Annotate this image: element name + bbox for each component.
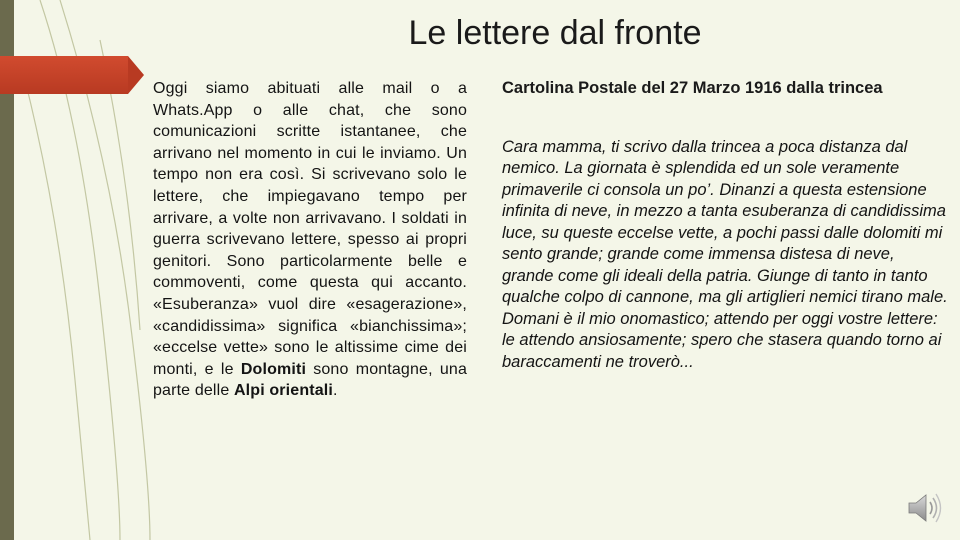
postcard-column [502, 78, 948, 373]
alpi-orientali-term: Alpi orientali [233, 382, 333, 400]
intro-text-part-2: sono montagne, una parte delle [153, 360, 468, 400]
intro-text [153, 78, 467, 402]
intro-text-part-3: . [332, 382, 338, 400]
slide-title: Le lettere dal fronte [408, 14, 702, 52]
dolomiti-term: Dolomiti [240, 360, 307, 378]
intro-text-part-1: Oggi siamo abituati alle mail o a Whats.App o alle chat, che sono comunicazioni scritte istantanee, che arrivano nel momento in cui le inviamo. Un tempo non era così. Si scrivevano solo le lettere, che impiegavano tempo per arrivare, a volte non arrivavano. I soldati in guerra scrivevano lettere, spesso ai propri genitori. Sono particolarmente belle e commoventi, come questa qui accanto. «Esuberanza» vuol dire «esagerazione», «candidissima» significa «bianchissima»; «eccelse vette» sono le altissime cime dei monti, e le [153, 80, 467, 378]
speaker-icon[interactable] [905, 490, 945, 526]
letter-text: Cara mamma, ti scrivo dalla trincea a poca distanza dal nemico. La giornata è splendida ed un sole veramente primaverile ci consola un po’. Dinanzi a questa estensione infinita di neve, in mezzo a tanta esuberanza di candidissima luce, su queste eccelse vette, a pochi passi dalle dolomiti mi sento grande; grande come immensa distesa di neve, grande come gli ideali della patria. Giunge di tanto in tanto qualche colpo di cannone, ma gli artiglieri nemici tirano male. Domani è il mio onomastico; attendo per oggi vostre lettere: le attendo ansiosamente; spero che stasera quando torno ai baraccamenti ne troverò... [502, 137, 948, 371]
red-accent-tab [0, 56, 128, 94]
postcard-title: Cartolina Postale del 27 Marzo 1916 dalla trincea [502, 79, 883, 97]
